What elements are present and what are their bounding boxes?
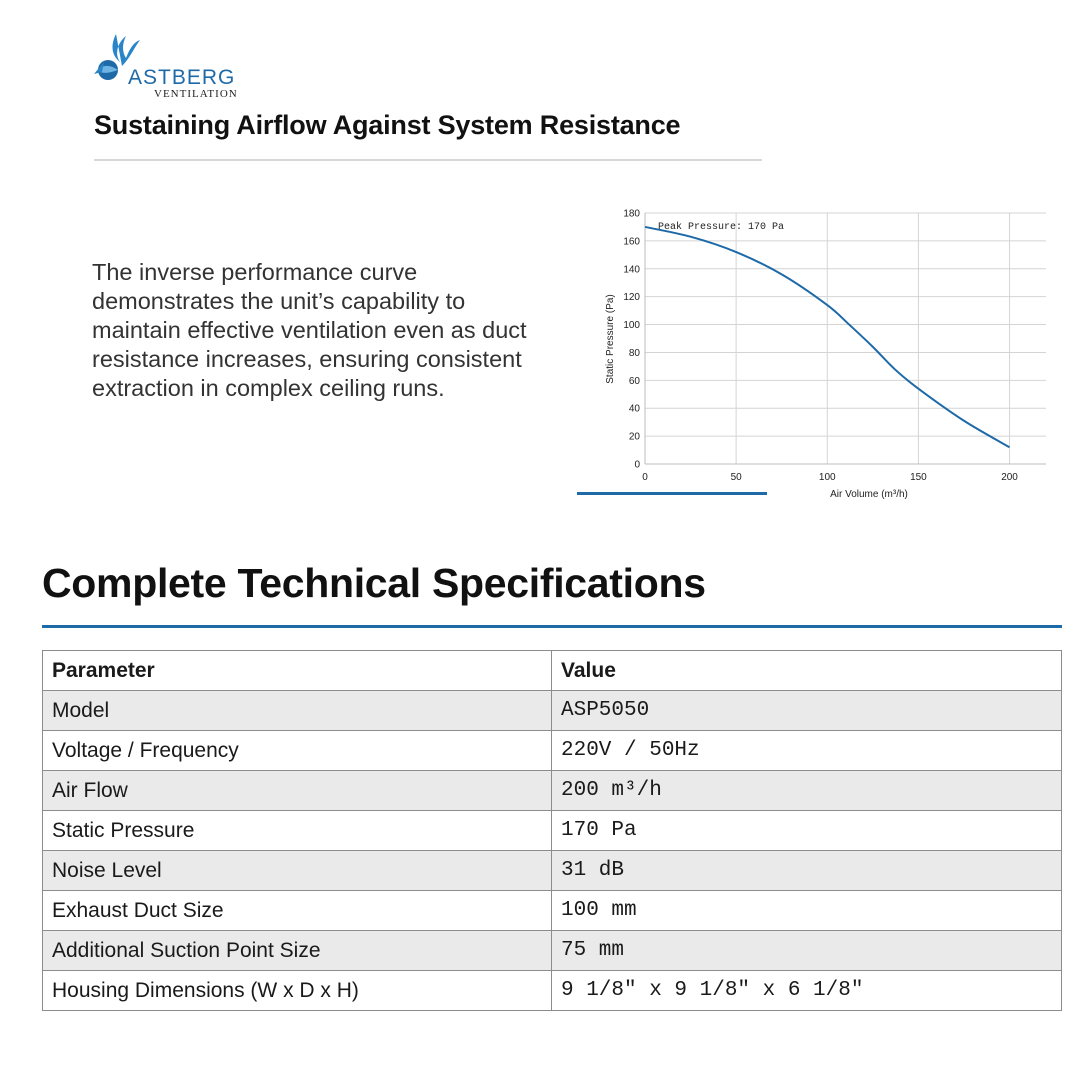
y-tick-label: 0 [634, 459, 640, 471]
divider [94, 159, 762, 161]
chart-grid [645, 213, 1046, 464]
brand-name: ASTBERG [128, 66, 236, 89]
specs-divider [42, 625, 1062, 628]
x-tick-label: 150 [910, 472, 927, 483]
brand-subtitle: VENTILATION [154, 88, 238, 100]
table-row [43, 771, 1062, 811]
value-cell: 31 dB [552, 851, 1062, 891]
y-tick-label: 20 [628, 431, 640, 443]
table-row [43, 691, 1062, 731]
y-tick-label: 80 [628, 347, 640, 359]
section-title: Sustaining Airflow Against System Resistance [94, 110, 681, 140]
param-cell: Exhaust Duct Size [43, 891, 552, 931]
table-row [43, 931, 1062, 971]
x-tick-label: 50 [730, 472, 742, 483]
table-row [43, 891, 1062, 931]
x-tick-label: 0 [642, 472, 648, 483]
value-cell: 220V / 50Hz [552, 731, 1062, 771]
y-tick-label: 40 [628, 403, 640, 415]
x-axis-label: Air Volume (m³/h) [830, 489, 908, 500]
value-cell: 200 m³/h [552, 771, 1062, 811]
param-cell: Additional Suction Point Size [43, 931, 552, 971]
table-row [43, 851, 1062, 891]
table-row [43, 731, 1062, 771]
specs-table [42, 650, 1062, 1011]
param-cell: Noise Level [43, 851, 552, 891]
param-cell: Model [43, 691, 552, 731]
header-value: Value [552, 651, 1062, 691]
value-cell: 9 1/8" x 9 1/8" x 6 1/8" [552, 971, 1062, 1011]
value-cell: 75 mm [552, 931, 1062, 971]
param-cell: Voltage / Frequency [43, 731, 552, 771]
y-tick-label: 100 [623, 320, 640, 332]
param-cell: Static Pressure [43, 811, 552, 851]
intro-paragraph: The inverse performance curve demonstrates the unit’s capability to maintain effective ventilation even as duct resistance increases, ensuring consistent extraction in complex ceiling runs. [92, 259, 527, 401]
y-axis-label: Static Pressure (Pa) [605, 294, 616, 384]
table-header-row [43, 651, 1062, 691]
performance-curve-chart [590, 200, 1060, 510]
table-row [43, 811, 1062, 851]
brand-logo [90, 32, 290, 102]
specs-title: Complete Technical Specifications [42, 560, 706, 606]
y-tick-label: 180 [623, 208, 640, 220]
param-cell: Housing Dimensions (W x D x H) [43, 971, 552, 1011]
y-tick-label: 140 [623, 264, 640, 276]
y-tick-label: 120 [623, 292, 640, 304]
value-cell: ASP5050 [552, 691, 1062, 731]
chart-ticks [623, 209, 1018, 484]
x-tick-label: 100 [818, 472, 836, 483]
y-tick-label: 160 [623, 236, 640, 248]
x-tick-label: 200 [1001, 472, 1018, 483]
peak-pressure-annotation: Peak Pressure: 170 Pa [658, 222, 785, 233]
value-cell: 100 mm [552, 891, 1062, 931]
chart-accent-bar [577, 492, 767, 495]
y-tick-label: 60 [628, 375, 640, 387]
value-cell: 170 Pa [552, 811, 1062, 851]
table-row [43, 971, 1062, 1011]
param-cell: Air Flow [43, 771, 552, 811]
header-parameter: Parameter [43, 651, 552, 691]
